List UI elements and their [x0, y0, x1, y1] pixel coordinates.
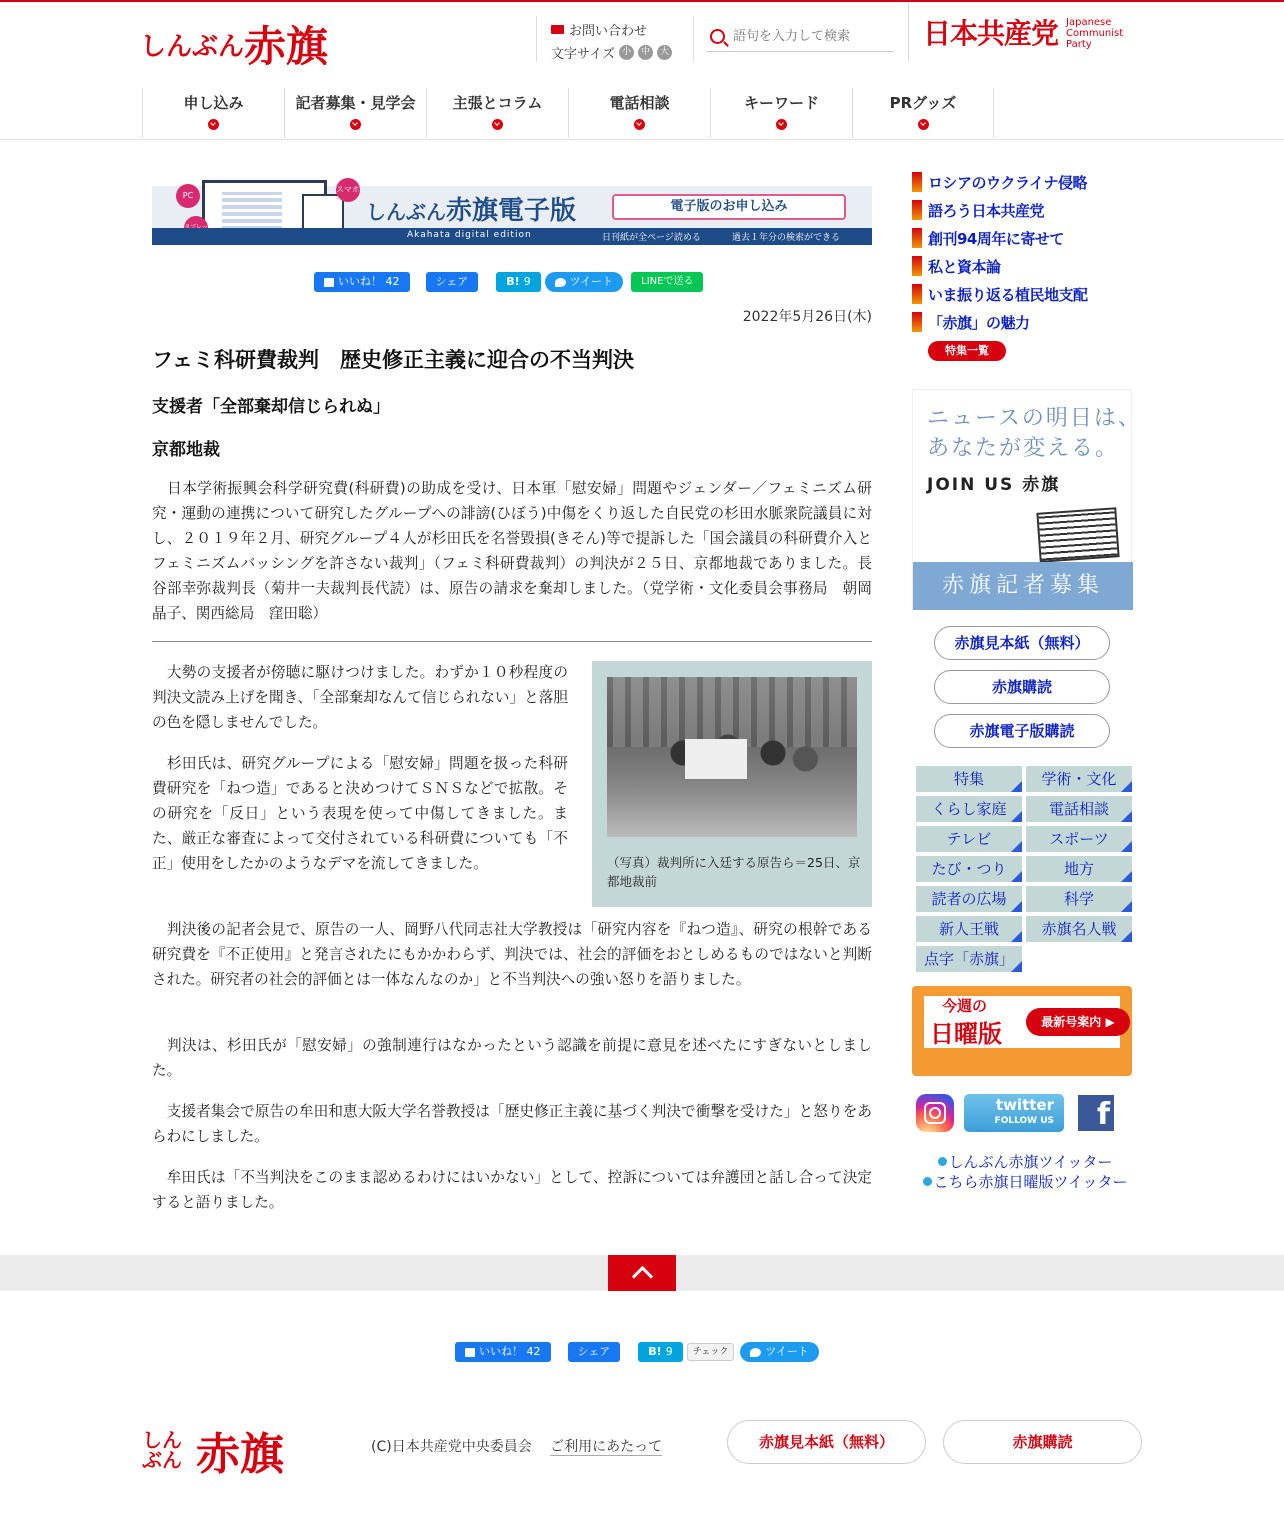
twitter-link-akahata[interactable]: [918, 1152, 1132, 1172]
banner-band: [152, 228, 872, 245]
nav-label: PRグッズ: [889, 94, 957, 112]
article-date: 2022年5月26日(木): [742, 309, 872, 325]
recruit-band: 赤旗記者募集: [913, 562, 1133, 610]
facebook-like-button[interactable]: [314, 272, 410, 292]
tweet-button[interactable]: [740, 1342, 818, 1362]
nav-label: キーワード: [743, 94, 819, 112]
search-input[interactable]: [733, 29, 883, 44]
article-divider: [152, 641, 872, 642]
newspaper-illustration: [1036, 507, 1119, 562]
feature-item: [912, 284, 1088, 304]
search-box: [706, 22, 894, 52]
mixi-check-button[interactable]: チェック: [687, 1343, 735, 1361]
twitter-link-sunday[interactable]: [918, 1172, 1132, 1192]
banner-point: 日刊紙が全ページ読める: [602, 233, 701, 243]
logo-small-text: しんぶん: [140, 32, 245, 62]
feature-item: [912, 312, 1088, 332]
article-location: 京都地裁: [152, 440, 220, 460]
terms-link[interactable]: ご利用にあたって: [550, 1439, 663, 1455]
recruit-line: ニュースの明日は、: [927, 406, 1142, 431]
feature-link[interactable]: 私と資本論: [928, 257, 1001, 276]
article-paragraph: 判決後の記者会見で、原告の一人、岡野八代同志社大学教授は「研究内容を『ねつ造』、研究の根幹である研究費を『不正使用』と発言されたにもかかわらず、判決では、社会的評価をおとしめるものではないと判断された。研究者の社会的評価とは一体なんなのか」と不当判決への強い怒りを語りました。: [152, 921, 872, 988]
category-link[interactable]: スポーツ: [1026, 826, 1132, 852]
line-share-button[interactable]: LINEで送る: [631, 272, 703, 292]
sunday-edition-banner[interactable]: [912, 986, 1132, 1076]
banner-subtitle: Akahata digital edition: [407, 230, 532, 240]
twitter-bird-icon: [555, 278, 566, 287]
font-size-medium-button[interactable]: 中: [638, 45, 653, 60]
recruit-headline: [927, 404, 1142, 464]
footer-logo[interactable]: [142, 1418, 284, 1482]
feature-list-all-button[interactable]: 特集一覧: [928, 341, 1006, 361]
thumbs-up-icon: [465, 1348, 475, 1357]
sunday-title: 日曜版: [930, 1020, 1002, 1048]
banner-apply-button[interactable]: 電子版のお申し込み: [612, 194, 846, 220]
mail-icon: [551, 25, 564, 34]
jcp-logo[interactable]: [908, 2, 1148, 62]
feature-item: [912, 200, 1088, 220]
footer-sample-paper-button[interactable]: 赤旗見本紙（無料）: [727, 1420, 926, 1464]
facebook-share-button[interactable]: シェア: [426, 272, 479, 292]
feature-link[interactable]: ロシアのウクライナ侵略: [928, 173, 1088, 192]
category-link[interactable]: くらし家庭: [916, 796, 1022, 822]
join-us-text: JOIN US 赤旗: [927, 475, 1061, 495]
sunday-label: 今週の: [942, 997, 988, 1015]
facebook-icon[interactable]: f: [1078, 1095, 1114, 1131]
category-link[interactable]: 赤旗名人戦: [1026, 916, 1132, 942]
logo-big-text: 赤旗: [244, 22, 329, 71]
back-to-top-button[interactable]: [608, 1255, 676, 1291]
tweet-label: ツイート: [569, 275, 614, 288]
search-icon[interactable]: [710, 29, 725, 44]
feature-link[interactable]: 創刊94周年に寄せて: [928, 229, 1064, 248]
facebook-share-button[interactable]: シェア: [568, 1342, 621, 1362]
nav-item-subscribe[interactable]: [142, 88, 284, 138]
party-en-line: Party: [1066, 38, 1092, 50]
smartphone-badge: スマホ: [336, 178, 360, 202]
hatena-count: 9: [523, 275, 531, 288]
nav-label: 主張とコラム: [452, 94, 543, 112]
hatena-bookmark-button[interactable]: [638, 1342, 682, 1362]
instagram-icon[interactable]: [916, 1094, 954, 1132]
share-bar-bottom: [455, 1342, 819, 1362]
chevron-down-icon: [208, 119, 219, 130]
party-name-jp: 日本共産党: [923, 17, 1059, 50]
hatena-bookmark-button[interactable]: [496, 272, 540, 292]
nav-item-recruit[interactable]: [284, 88, 426, 138]
category-link[interactable]: 学術・文化: [1026, 766, 1132, 792]
chevron-down-icon: [918, 119, 929, 130]
like-label: いいね！ 42: [479, 1345, 541, 1358]
tweet-label: ツイート: [765, 1345, 809, 1358]
font-size-large-button[interactable]: 大: [657, 45, 672, 60]
feature-link[interactable]: 語ろう日本共産党: [928, 201, 1045, 220]
sample-paper-button[interactable]: 赤旗見本紙（無料）: [934, 626, 1110, 660]
bullet-icon: [938, 1157, 947, 1166]
feature-marker: [912, 256, 922, 276]
twitter-link-label: しんぶん赤旗ツイッター: [948, 1153, 1113, 1171]
hatena-icon: B!: [506, 275, 520, 288]
hatena-count: 9: [665, 1345, 673, 1358]
footer-copyright-area: [371, 1436, 662, 1456]
twitter-links: [918, 1152, 1132, 1192]
main-nav: [142, 88, 994, 138]
category-link[interactable]: 電話相談: [1026, 796, 1132, 822]
like-label: いいね！ 42: [338, 275, 400, 288]
thumbs-up-icon: [324, 278, 334, 287]
twitter-follow-sub: FOLLOW US: [994, 1116, 1054, 1126]
subscribe-button[interactable]: 赤旗購読: [934, 670, 1110, 704]
chevron-down-icon: [776, 119, 787, 130]
party-en-line: Communist: [1066, 27, 1124, 39]
contact-label: お問い合わせ: [569, 24, 648, 39]
nav-label: 申し込み: [183, 94, 244, 112]
bullet-icon: [923, 1177, 932, 1186]
category-link[interactable]: 地方: [1026, 856, 1132, 882]
copyright-text: (C)日本共産党中央委員会: [371, 1439, 532, 1455]
banner-title: [366, 190, 576, 227]
feature-list: [912, 172, 1088, 340]
article-photo-figure: [592, 661, 872, 907]
site-logo[interactable]: [140, 14, 328, 74]
header-utility: [536, 16, 694, 62]
digital-edition-banner[interactable]: [152, 178, 872, 255]
category-link[interactable]: 特集: [916, 766, 1022, 792]
footer-subscribe-button[interactable]: 赤旗購読: [943, 1420, 1142, 1464]
photo-caption: （写真）裁判所に入廷する原告ら＝25日、京都地裁前: [607, 855, 861, 889]
font-size-small-button[interactable]: 小: [619, 45, 634, 60]
article-title: フェミ科研費裁判 歴史修正主義に迎合の不当判決: [152, 348, 634, 372]
chevron-down-icon: [350, 119, 361, 130]
feature-item: [912, 172, 1088, 192]
category-grid: [916, 766, 1134, 972]
nav-item-goods[interactable]: [852, 88, 994, 138]
feature-marker: [912, 228, 922, 248]
nav-item-keyword[interactable]: [710, 88, 852, 138]
calendar-image: [222, 192, 282, 230]
banner-title-big: 赤旗電子版: [446, 196, 577, 226]
recruit-line: あなたが変える。: [927, 436, 1120, 461]
chevron-down-icon: [492, 119, 503, 130]
party-en-line: Japanese: [1066, 16, 1112, 28]
footer-logo-small: しんぶん: [142, 1428, 182, 1472]
feature-marker: [912, 172, 922, 192]
nav-label: 電話相談: [609, 94, 670, 112]
article-paragraph: 杉田氏は、研究グループによる「慰安婦」問題を扱った科研費研究を「ねつ造」であると決めつけてＳＮＳなどで拡散。その研究を「反日」という表現を使って中傷してきました。また、厳正な審査によって交付されている科研費についても「不正」使用をしたかのようなデマを流してきました。: [152, 755, 568, 872]
feature-marker: [912, 284, 922, 304]
nav-divider: [0, 139, 1284, 140]
contact-link[interactable]: [551, 20, 693, 39]
article-lead: 日本学術振興会科学研究費(科研費)の助成を受け、日本軍「慰安婦」問題やジェンダー／フェミニズム研究・運動の連携について研究したグループへの誹謗(ひぼう)中傷をくり返した自民党の杉田水脈衆院議員に対し、２０１９年２月、研究グループ４人が杉田氏を名誉毀損(きそん)等で提訴した「国会議員の科研費介入とフェミニズムバッシングを許さない裁判」（フェミ科研費裁判）の判決が２５日、京都地裁でありました。長谷部幸弥裁判長（菊井一夫裁判長代読）は、原告の請求を棄却しました。（党学術・文化委員会事務局 朝岡晶子、関西総局 窪田聡）: [152, 480, 872, 622]
banner-point: 過去１年分の検索ができる: [732, 233, 841, 243]
social-links: [916, 1094, 1114, 1132]
reporter-recruit-banner[interactable]: [912, 389, 1142, 609]
twitter-follow-label: twitter: [995, 1096, 1054, 1114]
article-paragraph: 判決は、杉田氏が「慰安婦」の強制連行はなかったという認識を前提に意見を述べたにすぎないとしました。: [152, 1037, 872, 1079]
share-bar-top: [314, 272, 703, 292]
pc-badge: PC: [176, 184, 200, 208]
article-photo[interactable]: [607, 677, 857, 837]
article-paragraph: 支援者集会で原告の牟田和恵大阪大学名誉教授は「歴史修正主義に基づく判決で衝撃を受けた」と怒りをあらわにしました。: [152, 1103, 872, 1145]
party-name-en: [1066, 17, 1123, 50]
feature-item: [912, 228, 1088, 248]
feature-marker: [912, 200, 922, 220]
twitter-link-label: こちら赤旗日曜版ツイッター: [933, 1173, 1128, 1191]
twitter-follow-button[interactable]: [964, 1094, 1064, 1132]
category-link[interactable]: 新人王戦: [916, 916, 1022, 942]
hatena-icon: B!: [648, 1345, 662, 1358]
category-link[interactable]: 点字「赤旗」: [916, 946, 1022, 972]
category-link[interactable]: テレビ: [916, 826, 1022, 852]
chevron-down-icon: [634, 119, 645, 130]
digital-subscribe-button[interactable]: 赤旗電子版購読: [934, 714, 1110, 748]
feature-link[interactable]: いま振り返る植民地支配: [928, 285, 1088, 304]
category-link[interactable]: 読者の広場: [916, 886, 1022, 912]
nav-item-phone[interactable]: [568, 88, 710, 138]
feature-marker: [912, 312, 922, 332]
category-link[interactable]: たび・つり: [916, 856, 1022, 882]
feature-item: [912, 256, 1088, 276]
nav-item-columns[interactable]: [426, 88, 568, 138]
feature-link[interactable]: 「赤旗」の魅力: [928, 313, 1030, 332]
photo-banner: [685, 739, 747, 779]
banner-title-small: しんぶん: [366, 200, 446, 224]
twitter-bird-icon: [750, 1348, 761, 1357]
latest-issue-button[interactable]: 最新号案内 ▶: [1026, 1008, 1130, 1036]
tweet-button[interactable]: [545, 272, 623, 292]
font-size-control: [551, 43, 693, 62]
article-subtitle: 支援者「全部棄却信じられぬ」: [152, 397, 390, 417]
font-size-label: 文字サイズ: [551, 47, 615, 62]
category-link[interactable]: 科学: [1026, 886, 1132, 912]
article-paragraph: 牟田氏は「不当判決をこのまま認めるわけにはいかない」として、控訴については弁護団と話し合って決定すると語りました。: [152, 1169, 872, 1211]
facebook-like-button[interactable]: [455, 1342, 551, 1362]
tablet-badge: ト: [184, 216, 208, 240]
nav-label: 記者募集・見学会: [295, 94, 416, 112]
footer-logo-big: 赤旗: [196, 1429, 284, 1480]
article-paragraph: 大勢の支援者が傍聴に駆けつけました。わずか１０秒程度の判決文読み上げを聞き、「全部棄却なんて信じられない」と落胆の色を隠しませんでした。: [152, 664, 568, 731]
